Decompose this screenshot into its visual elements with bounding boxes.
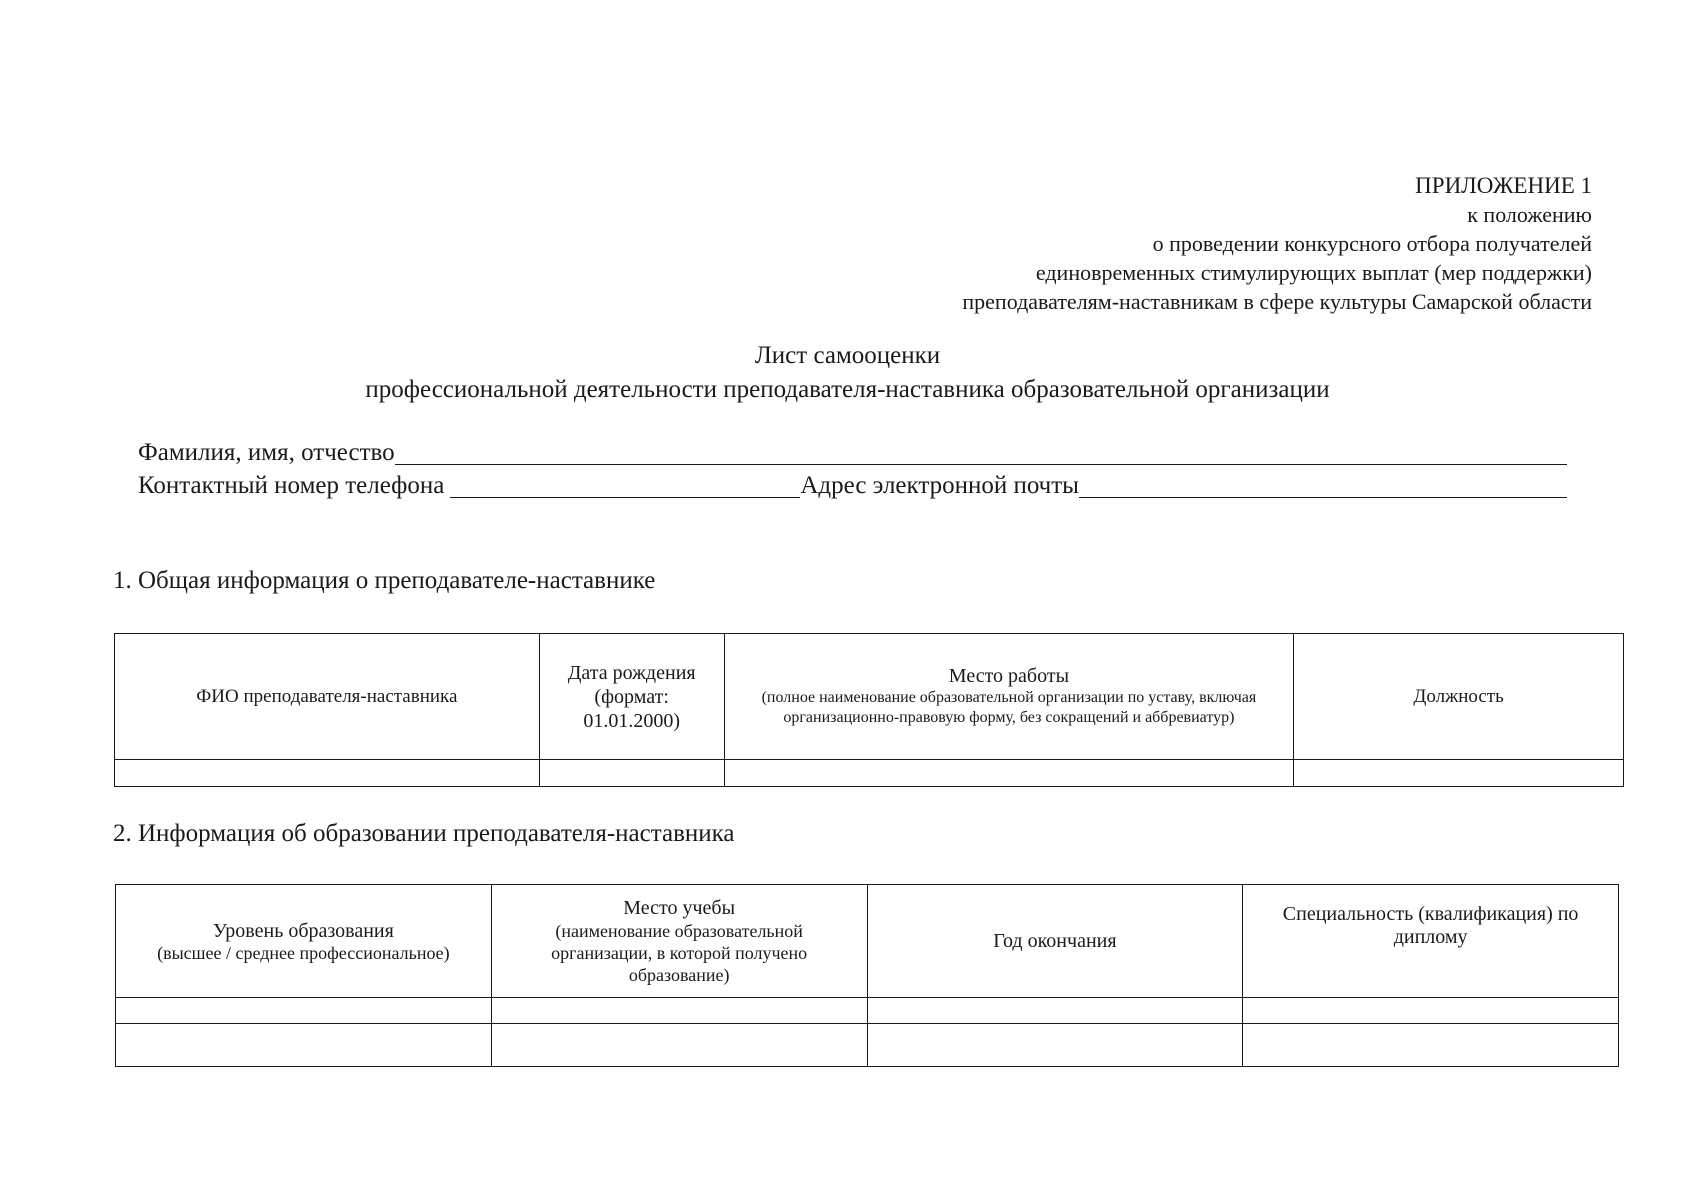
title-line-2: профессиональной деятельности преподавателя-наставника образовательной организации (365, 376, 1330, 403)
table-cell[interactable] (1294, 760, 1624, 787)
table-row (116, 1024, 1619, 1067)
table-row (115, 760, 1624, 787)
appendix-line: преподавателям-наставникам в сфере культуры Самарской области (962, 289, 1592, 314)
table-row (116, 998, 1619, 1024)
table-cell[interactable] (1243, 998, 1619, 1024)
section-1-heading: 1. Общая информация о преподавателе-наставнике (113, 567, 656, 594)
appendix-header (962, 171, 1592, 316)
column-header-graduation-year: Год окончания (867, 885, 1243, 998)
table-cell[interactable] (491, 1024, 867, 1067)
appendix-line: о проведении конкурсного отбора получателей (1152, 231, 1592, 256)
table-cell[interactable] (1243, 1024, 1619, 1067)
email-blank[interactable] (1079, 471, 1567, 498)
table-cell[interactable] (867, 998, 1243, 1024)
table-header-row (116, 885, 1619, 998)
appendix-number: ПРИЛОЖЕНИЕ 1 (1415, 173, 1592, 198)
document-title (0, 339, 1695, 407)
table-cell[interactable] (491, 998, 867, 1024)
table-cell[interactable] (115, 760, 540, 787)
column-header-workplace: Место работы (полное наименование образовательной организации по уставу, включая организационно-правовую форму, без сокращений и аббревиатур) (724, 634, 1294, 760)
column-header-full-name: ФИО преподавателя-наставника (115, 634, 540, 760)
full-name-label: Фамилия, имя, отчество (138, 439, 395, 466)
email-label: Адрес электронной почты (800, 472, 1079, 499)
table-cell[interactable] (116, 998, 492, 1024)
column-header-birth-date: Дата рождения (формат: 01.01.2000) (539, 634, 724, 760)
table-cell[interactable] (116, 1024, 492, 1067)
appendix-line: к положению (1467, 202, 1592, 227)
column-note-education-level: (высшее / среднее профессиональное) (157, 942, 450, 963)
general-info-table (114, 633, 1624, 787)
section-2-heading: 2. Информация об образовании преподавателя-наставника (113, 820, 735, 847)
table-cell[interactable] (724, 760, 1294, 787)
phone-blank[interactable] (450, 471, 800, 498)
full-name-row (138, 436, 1567, 468)
table-cell[interactable] (539, 760, 724, 787)
column-header-education-level: Уровень образования (высшее / среднее профессиональное) (116, 885, 492, 998)
appendix-line: единовременных стимулирующих выплат (мер поддержки) (1035, 260, 1592, 285)
column-note-workplace: (полное наименование образовательной организации по уставу, включая организационно-правовую форму, без сокращений и аббревиатур) (761, 689, 1257, 726)
education-table (115, 884, 1619, 1067)
title-line-1: Лист самооценки (754, 342, 941, 369)
full-name-blank[interactable] (395, 438, 1567, 465)
phone-label: Контактный номер телефона (138, 472, 445, 499)
contact-row (138, 469, 1567, 501)
table-header-row (115, 634, 1624, 760)
column-note-study-place: (наименование образовательной организации, в которой получено образование) (551, 920, 808, 985)
column-header-study-place: Место учебы (наименование образовательной организации, в которой получено образование) (491, 885, 867, 998)
column-header-specialty: Специальность (квалификация) по диплому (1243, 885, 1619, 998)
table-cell[interactable] (867, 1024, 1243, 1067)
column-header-position: Должность (1294, 634, 1624, 760)
